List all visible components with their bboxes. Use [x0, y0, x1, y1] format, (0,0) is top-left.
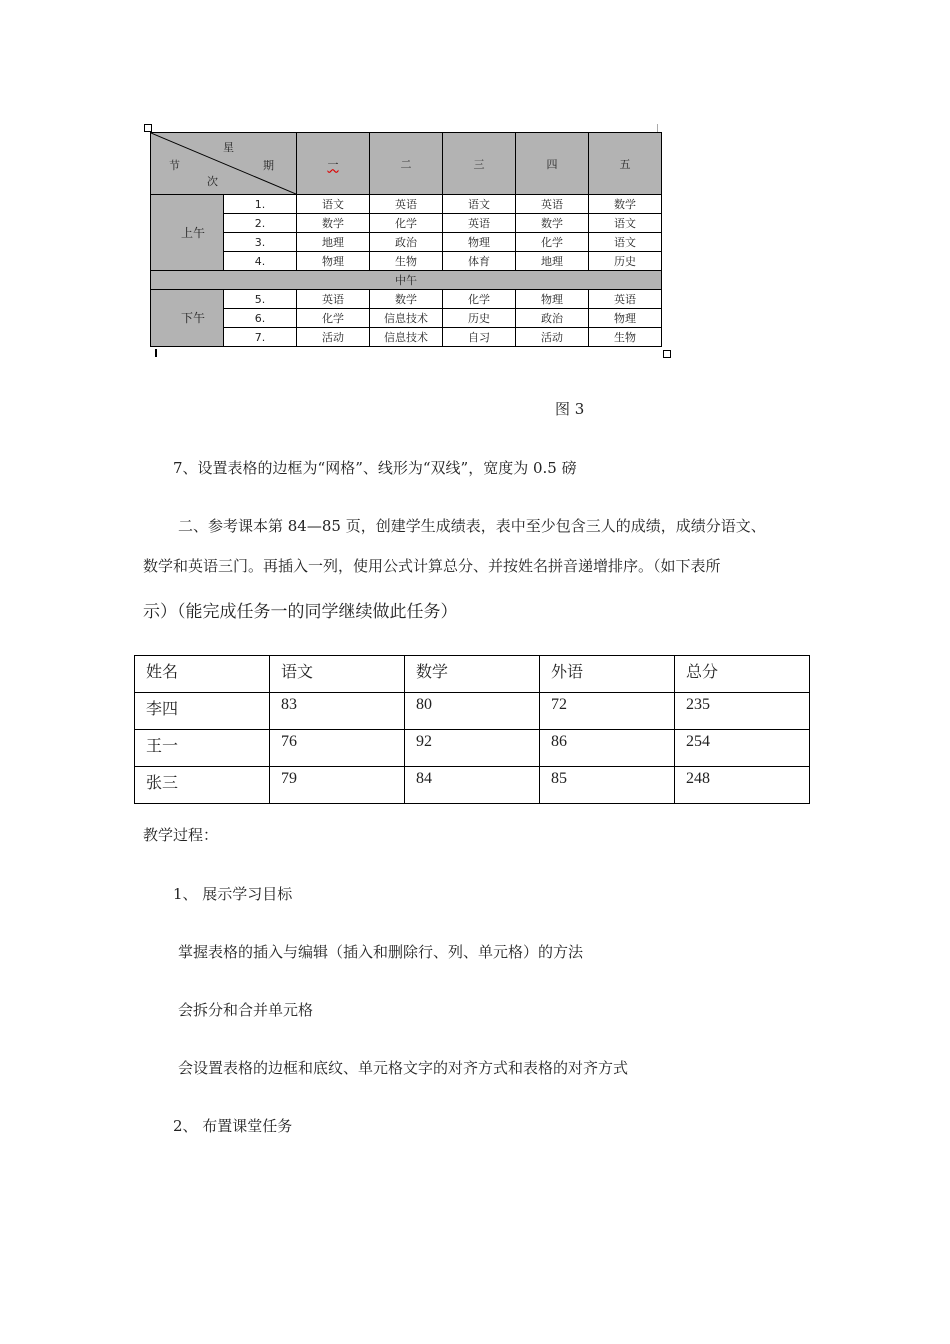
period-cell: 7.: [224, 328, 297, 347]
header-cell: 语文: [270, 656, 405, 693]
corner-label-top: 星: [223, 141, 234, 154]
day-header: 五: [589, 133, 662, 195]
afternoon-label: 下午: [151, 290, 224, 347]
corner-label-right: 期: [263, 159, 274, 172]
cell: 79: [270, 767, 405, 804]
class-cell: 数学: [297, 214, 370, 233]
table-header-row: [135, 656, 810, 693]
class-cell: 语文: [589, 233, 662, 252]
table-row: [135, 693, 810, 730]
period-cell: 5.: [224, 290, 297, 309]
day-header: 一: [297, 133, 370, 195]
day-header: 三: [443, 133, 516, 195]
header-cell: 数学: [405, 656, 540, 693]
class-cell: 化学: [297, 309, 370, 328]
class-cell: 数学: [589, 195, 662, 214]
corner-label-left: 节: [169, 159, 180, 172]
day-header: 二: [370, 133, 443, 195]
class-cell: 体育: [443, 252, 516, 271]
process-title: 教学过程：: [143, 826, 219, 844]
class-cell: 历史: [589, 252, 662, 271]
class-cell: 信息技术: [370, 328, 443, 347]
cell: 76: [270, 730, 405, 767]
period-cell: 1.: [224, 195, 297, 214]
class-cell: 活动: [516, 328, 589, 347]
morning-label: 上午: [151, 195, 224, 271]
table-row: [135, 767, 810, 804]
cell: 72: [540, 693, 675, 730]
period-cell: 2.: [224, 214, 297, 233]
cell: 84: [405, 767, 540, 804]
noon-row: 中午: [151, 271, 662, 290]
table-right-guide: [657, 124, 658, 132]
period-cell: 3.: [224, 233, 297, 252]
period-cell: 6.: [224, 309, 297, 328]
list-item-1: 1、 展示学习目标: [173, 885, 293, 903]
task2-line3: 示）（能完成任务一的同学继续做此任务）: [143, 602, 458, 622]
cell: 张三: [135, 767, 270, 804]
class-cell: 生物: [370, 252, 443, 271]
class-cell: 物理: [297, 252, 370, 271]
class-cell: 英语: [516, 195, 589, 214]
class-cell: 语文: [297, 195, 370, 214]
table-row: [135, 730, 810, 767]
cell: 235: [675, 693, 810, 730]
class-cell: 语文: [589, 214, 662, 233]
class-cell: 物理: [516, 290, 589, 309]
class-cell: 化学: [370, 214, 443, 233]
class-cell: 政治: [516, 309, 589, 328]
period-cell: 4.: [224, 252, 297, 271]
header-cell: 总分: [675, 656, 810, 693]
class-cell: 物理: [589, 309, 662, 328]
class-cell: 生物: [589, 328, 662, 347]
goal-3: 会设置表格的边框和底纹、单元格文字的对齐方式和表格的对齐方式: [178, 1059, 629, 1077]
cell: 248: [675, 767, 810, 804]
class-cell: 化学: [516, 233, 589, 252]
class-cell: 物理: [443, 233, 516, 252]
class-cell: 英语: [297, 290, 370, 309]
goal-2: 会拆分和合并单元格: [178, 1001, 314, 1019]
class-cell: 英语: [370, 195, 443, 214]
class-cell: 地理: [297, 233, 370, 252]
goal-1: 掌握表格的插入与编辑（插入和删除行、列、单元格）的方法: [178, 943, 584, 961]
step-7: 7、设置表格的边框为“网格”、线形为“双线”，宽度为 0.5 磅: [173, 459, 577, 477]
cell: 83: [270, 693, 405, 730]
header-cell: 姓名: [135, 656, 270, 693]
class-cell: 历史: [443, 309, 516, 328]
class-cell: 信息技术: [370, 309, 443, 328]
cell: 254: [675, 730, 810, 767]
task2-line2: 数学和英语三门。再插入一列，使用公式计算总分、并按姓名拼音递增排序。（如下表所: [143, 557, 721, 575]
class-cell: 数学: [370, 290, 443, 309]
class-cell: 自习: [443, 328, 516, 347]
cell: 92: [405, 730, 540, 767]
table-resize-handle[interactable]: [663, 350, 671, 358]
task2-line1: 二、参考课本第 84—85 页，创建学生成绩表，表中至少包含三人的成绩，成绩分语文、: [178, 517, 766, 535]
class-cell: 英语: [589, 290, 662, 309]
class-cell: 数学: [516, 214, 589, 233]
cell: 王一: [135, 730, 270, 767]
day-header: 四: [516, 133, 589, 195]
header-cell: 外语: [540, 656, 675, 693]
class-cell: 化学: [443, 290, 516, 309]
cell: 李四: [135, 693, 270, 730]
cell: 86: [540, 730, 675, 767]
cell: 85: [540, 767, 675, 804]
class-cell: 政治: [370, 233, 443, 252]
class-cell: 语文: [443, 195, 516, 214]
list-item-2: 2、 布置课堂任务: [173, 1117, 293, 1135]
figure-caption: 图 3: [555, 400, 585, 418]
diagonal-header-cell: [151, 133, 297, 195]
table-bottom-left-mark: [155, 349, 157, 357]
cell: 80: [405, 693, 540, 730]
score-table: [134, 655, 810, 804]
table-move-handle[interactable]: [144, 124, 152, 132]
class-cell: 英语: [443, 214, 516, 233]
corner-label-bottom: 次: [207, 175, 218, 188]
class-cell: 地理: [516, 252, 589, 271]
schedule-table: [150, 132, 662, 347]
class-cell: 活动: [297, 328, 370, 347]
